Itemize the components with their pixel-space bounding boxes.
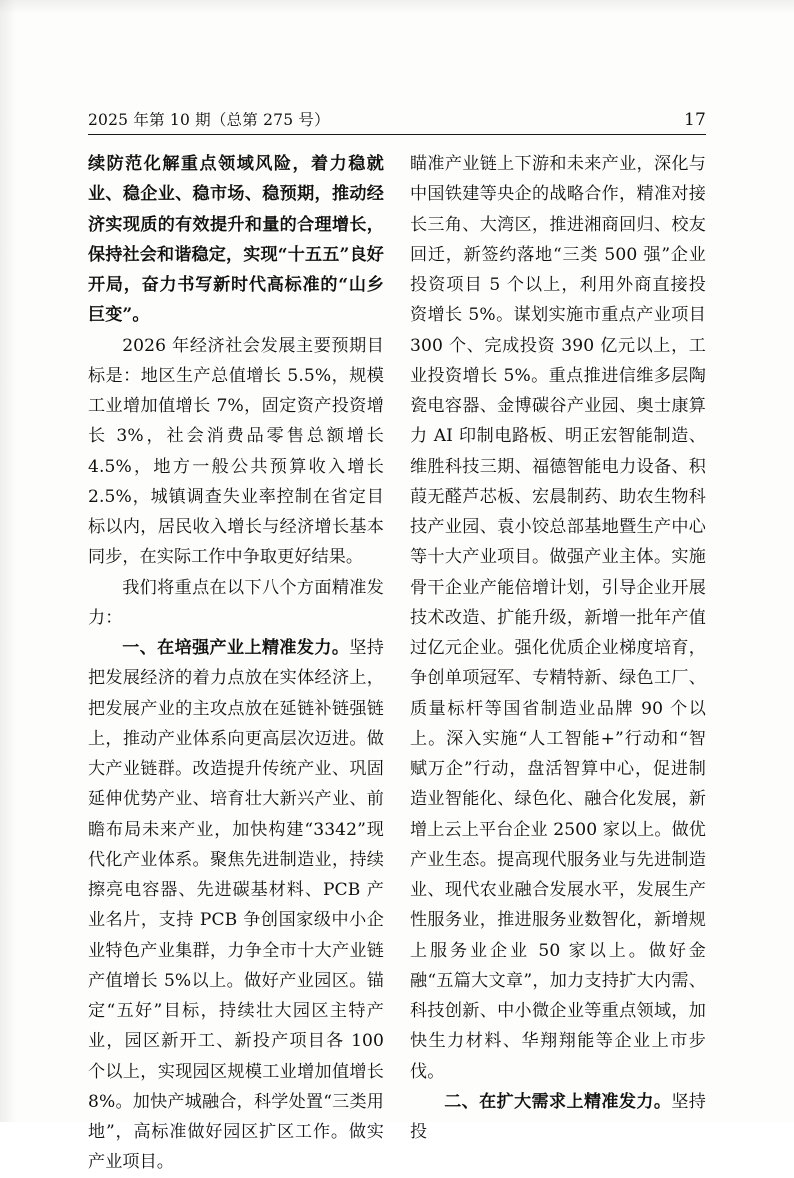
paragraph-with-heading — [88, 633, 384, 1178]
running-head — [88, 108, 706, 135]
two-column-body — [88, 149, 706, 1178]
section-heading-two: 二、在扩大需求上精准发力。 — [444, 1091, 672, 1112]
left-column — [88, 149, 384, 1178]
page-content — [88, 108, 706, 1178]
section-heading-one: 一、在培强产业上精准发力。 — [122, 638, 350, 658]
paragraph-with-heading — [410, 1087, 706, 1148]
paragraph: 瞄准产业链上下游和未来产业，深化与中国铁建等央企的战略合作，精准对接长三角、大湾区，推进湘商回归、校友回迁，新签约落地“三类 500 强”企业投资项目 5 个以上，利用外商直接投资增长 5%。谋划实施市重点产业项目 300 个、完成投资 390 亿元以上，工业投资增长 5%。重点推进信维多层陶瓷电容器、金博碳谷产业园、奥士康算力 AI 印制电路板、明正宏智能制造、维胜科技三期、福德智能电力设备、积葭无醛芦芯板、宏晨制药、助农生物科技产业园、袁小饺总部基地暨生产中心等十大产业项目。做强产业主体。实施骨干企业产能倍增计划，引导企业开展技术改造、扩能升级，新增一批年产值过亿元企业。强化优质企业梯度培育，争创单项冠军、专精特新、绿色工厂、质量标杆等国省制造业品牌 90 个以上。深入实施“人工智能+”行动和“智赋万企”行动，盘活智算中心，促进制造业智能化、绿色化、融合化发展，新增上云上平台企业 2500 家以上。做优产业生态。提高现代服务业与先进制造业、现代农业融合发展水平，发展生产性服务业，推进服务业数智化，新增规上服务业企业 50 家以上。做好金融“五篇大文章”，加力支持扩大内需、科技创新、中小微企业等重点领域，加快生力材料、华翔翔能等企业上市步伐。 — [410, 154, 706, 1082]
page-top-shadow — [0, 0, 794, 14]
paragraph: 续防范化解重点领域风险，着力稳就业、稳企业、稳市场、稳预期，推动经济实现质的有效提升和量的合理增长，保持社会和谐稳定，实现“十五五”良好开局，奋力书写新时代高标准的“山乡巨变”。 — [88, 154, 384, 326]
issue-line: 2025 年第 10 期（总第 275 号） — [88, 111, 330, 129]
right-column — [410, 149, 706, 1178]
page-number: 17 — [683, 110, 706, 130]
paragraph: 2026 年经济社会发展主要预期目标是：地区生产总值增长 5.5%，规模工业增加值增长 7%，固定资产投资增长 3%，社会消费品零售总额增长 4.5%，地方一般公共预算收入增长 2.5%，城镇调查失业率控制在省定目标以内，居民收入增长与经济增长基本同步，在实际工作中争取更好结果。 — [88, 335, 384, 568]
page-edge-shadow — [0, 0, 16, 1122]
paragraph: 我们将重点在以下八个方面精准发力： — [88, 577, 384, 628]
paragraph-body: 坚持把发展经济的着力点放在实体经济上，把发展产业的主攻点放在延链补链强链上，推动产业体系向更高层次迈进。做大产业链群。改造提升传统产业、巩固延伸优势产业、培育壮大新兴产业、前瞻布局未来产业，加快构建“3342”现代化产业体系。聚焦先进制造业，持续擦亮电容器、先进碳基材料、PCB 产业名片，支持 PCB 争创国家级中小企业特色产业集群，力争全市十大产业链产值增长 5%以上。做好产业园区。锚定“五好”目标，持续壮大园区主特产业，园区新开工、新投产项目各 100 个以上，实现园区规模工业增加值增长 8%。加快产城融合，科学处置“三类用地”，高标准做好园区扩区工作。做实产业项目。 — [88, 638, 384, 1173]
paragraph-body: 坚持投 — [410, 1091, 706, 1142]
